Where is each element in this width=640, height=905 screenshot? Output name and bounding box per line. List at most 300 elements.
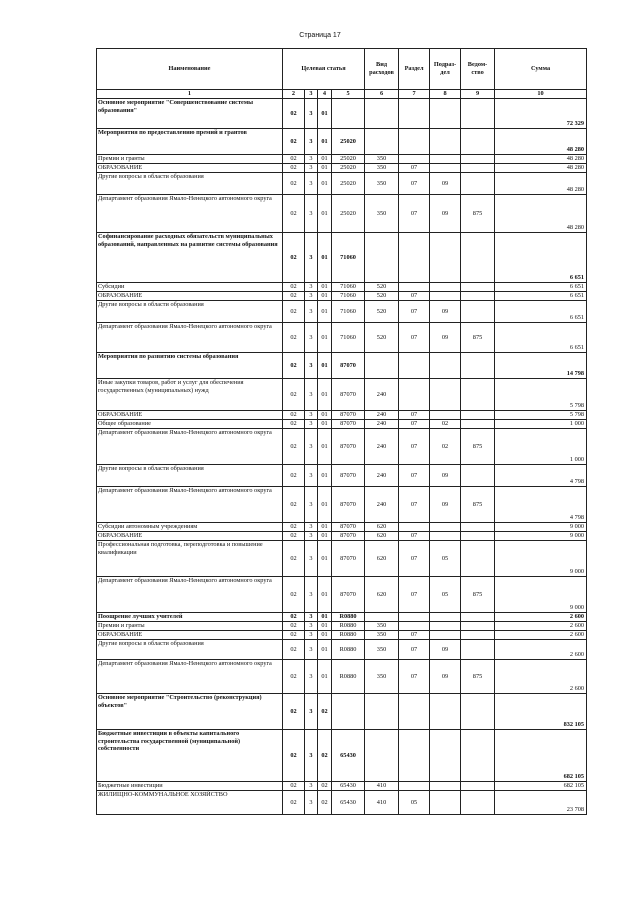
row-code-c3: 3	[305, 730, 318, 782]
row-code-c5	[332, 99, 365, 129]
page-number: Страница 17	[299, 32, 341, 39]
row-code-c9: 875	[461, 660, 495, 694]
row-code-c2: 02	[283, 577, 305, 613]
row-code-c6	[365, 353, 399, 379]
row-code-c7: 05	[399, 791, 430, 815]
row-code-c7	[399, 782, 430, 791]
row-code-c3: 3	[305, 694, 318, 730]
row-code-c2: 02	[283, 465, 305, 487]
row-code-c9	[461, 233, 495, 283]
row-code-c4: 01	[318, 283, 332, 292]
row-code-c4: 01	[318, 541, 332, 577]
row-code-c8	[430, 694, 461, 730]
row-code-c4: 01	[318, 353, 332, 379]
row-code-c9	[461, 523, 495, 532]
row-code-c8	[430, 532, 461, 541]
row-amount: 48 280	[495, 195, 587, 233]
column-number-row	[97, 90, 587, 99]
row-code-c6	[365, 99, 399, 129]
table-row	[97, 541, 587, 577]
row-code-c5: 71060	[332, 233, 365, 283]
row-code-c3: 3	[305, 155, 318, 164]
row-code-c4: 01	[318, 323, 332, 353]
row-code-c7: 07	[399, 487, 430, 523]
col-number: 9	[461, 90, 495, 99]
row-code-c4: 01	[318, 622, 332, 631]
row-code-c4: 01	[318, 631, 332, 640]
row-name: ОБРАЗОВАНИЕ	[97, 631, 283, 640]
row-code-c4: 01	[318, 301, 332, 323]
row-code-c2: 02	[283, 660, 305, 694]
row-code-c2: 02	[283, 694, 305, 730]
row-code-c8	[430, 411, 461, 420]
row-code-c6: 240	[365, 487, 399, 523]
row-code-c7: 07	[399, 411, 430, 420]
row-code-c6: 350	[365, 640, 399, 660]
row-code-c9	[461, 465, 495, 487]
table-row	[97, 420, 587, 429]
row-code-c3: 3	[305, 487, 318, 523]
row-code-c4: 01	[318, 155, 332, 164]
row-code-c5: 87070	[332, 353, 365, 379]
row-code-c8: 09	[430, 660, 461, 694]
row-code-c3: 3	[305, 195, 318, 233]
row-amount: 6 651	[495, 283, 587, 292]
row-code-c7: 07	[399, 195, 430, 233]
row-code-c3: 3	[305, 532, 318, 541]
header-amount: Сумма	[495, 49, 587, 90]
row-code-c9: 875	[461, 487, 495, 523]
row-code-c4: 01	[318, 532, 332, 541]
row-code-c5: 87070	[332, 487, 365, 523]
row-name: Профессиональная подготовка, переподготовка и повышение квалификации	[97, 541, 283, 577]
row-code-c6	[365, 233, 399, 283]
header-row	[97, 49, 587, 90]
row-code-c6: 240	[365, 465, 399, 487]
row-code-c8	[430, 631, 461, 640]
row-name: Основное мероприятие "Совершенствование системы образования"	[97, 99, 283, 129]
row-code-c9	[461, 292, 495, 301]
row-code-c2: 02	[283, 730, 305, 782]
row-amount: 2 600	[495, 631, 587, 640]
row-name: Департамент образования Ямало-Ненецкого автономного округа	[97, 577, 283, 613]
row-code-c4: 01	[318, 99, 332, 129]
row-code-c8	[430, 164, 461, 173]
row-code-c5: 25020	[332, 155, 365, 164]
row-name: Другие вопросы в области образования	[97, 301, 283, 323]
row-amount: 9 000	[495, 541, 587, 577]
row-code-c3: 3	[305, 353, 318, 379]
row-code-c7: 07	[399, 631, 430, 640]
row-name: Другие вопросы в области образования	[97, 465, 283, 487]
table-row	[97, 353, 587, 379]
row-code-c4: 01	[318, 660, 332, 694]
table-row	[97, 164, 587, 173]
row-code-c5: 87070	[332, 523, 365, 532]
row-code-c2: 02	[283, 233, 305, 283]
row-code-c5: 65430	[332, 730, 365, 782]
row-code-c3: 3	[305, 379, 318, 411]
row-amount: 4 798	[495, 487, 587, 523]
row-code-c4: 01	[318, 465, 332, 487]
row-amount: 5 798	[495, 411, 587, 420]
row-code-c8	[430, 782, 461, 791]
row-amount: 9 000	[495, 532, 587, 541]
table-row	[97, 640, 587, 660]
row-code-c3: 3	[305, 420, 318, 429]
row-name: Мероприятия по развитию системы образования	[97, 353, 283, 379]
table-row	[97, 129, 587, 155]
row-code-c5: 65430	[332, 782, 365, 791]
table-row	[97, 660, 587, 694]
row-code-c7: 07	[399, 301, 430, 323]
row-code-c2: 02	[283, 487, 305, 523]
row-code-c5: 71060	[332, 292, 365, 301]
row-code-c6: 240	[365, 379, 399, 411]
row-code-c8	[430, 613, 461, 622]
row-amount: 48 280	[495, 129, 587, 155]
table-row	[97, 173, 587, 195]
row-amount: 4 798	[495, 465, 587, 487]
row-amount: 682 105	[495, 782, 587, 791]
row-amount: 2 600	[495, 613, 587, 622]
row-code-c5: R0880	[332, 613, 365, 622]
row-code-c4: 01	[318, 379, 332, 411]
row-code-c7	[399, 283, 430, 292]
table-row	[97, 532, 587, 541]
row-code-c4: 02	[318, 782, 332, 791]
row-code-c2: 02	[283, 541, 305, 577]
row-code-c2: 02	[283, 155, 305, 164]
row-code-c5: 87070	[332, 411, 365, 420]
row-code-c9	[461, 173, 495, 195]
row-code-c6: 620	[365, 541, 399, 577]
row-code-c4: 01	[318, 640, 332, 660]
row-code-c3: 3	[305, 233, 318, 283]
table-row	[97, 613, 587, 622]
row-code-c9	[461, 631, 495, 640]
row-code-c2: 02	[283, 622, 305, 631]
row-code-c9	[461, 155, 495, 164]
row-name: Другие вопросы в области образования	[97, 173, 283, 195]
row-code-c3: 3	[305, 541, 318, 577]
row-name: Общее образование	[97, 420, 283, 429]
row-code-c7	[399, 730, 430, 782]
table-row	[97, 195, 587, 233]
row-code-c7: 07	[399, 420, 430, 429]
row-code-c3: 3	[305, 292, 318, 301]
row-code-c7: 07	[399, 532, 430, 541]
row-name: ЖИЛИЩНО-КОММУНАЛЬНОЕ ХОЗЯЙСТВО	[97, 791, 283, 815]
row-code-c7: 07	[399, 465, 430, 487]
row-name: Департамент образования Ямало-Ненецкого автономного округа	[97, 429, 283, 465]
row-code-c9	[461, 622, 495, 631]
row-amount: 6 651	[495, 292, 587, 301]
row-amount: 5 798	[495, 379, 587, 411]
row-code-c2: 02	[283, 429, 305, 465]
row-name: Субсидии	[97, 283, 283, 292]
header-target-article: Целевая статья	[283, 49, 365, 90]
row-amount: 23 708	[495, 791, 587, 815]
row-code-c9	[461, 379, 495, 411]
row-name: Департамент образования Ямало-Ненецкого автономного округа	[97, 195, 283, 233]
row-name: Иные закупки товаров, работ и услуг для обеспечения государственных (муниципальных) нужд	[97, 379, 283, 411]
row-code-c8: 09	[430, 173, 461, 195]
row-code-c8	[430, 523, 461, 532]
row-code-c9	[461, 420, 495, 429]
row-code-c4: 01	[318, 129, 332, 155]
row-code-c4: 01	[318, 233, 332, 283]
row-code-c7: 07	[399, 660, 430, 694]
row-code-c6: 520	[365, 323, 399, 353]
row-name: ОБРАЗОВАНИЕ	[97, 292, 283, 301]
row-code-c6: 410	[365, 782, 399, 791]
row-code-c4: 01	[318, 292, 332, 301]
col-number: 3	[305, 90, 318, 99]
row-code-c6	[365, 613, 399, 622]
row-name: ОБРАЗОВАНИЕ	[97, 532, 283, 541]
row-amount: 6 651	[495, 301, 587, 323]
row-code-c2: 02	[283, 129, 305, 155]
table-row	[97, 577, 587, 613]
row-code-c2: 02	[283, 353, 305, 379]
row-code-c2: 02	[283, 640, 305, 660]
row-amount: 2 600	[495, 640, 587, 660]
row-code-c3: 3	[305, 782, 318, 791]
row-code-c9	[461, 301, 495, 323]
row-code-c8: 09	[430, 301, 461, 323]
row-code-c6: 350	[365, 195, 399, 233]
row-code-c2: 02	[283, 631, 305, 640]
row-code-c3: 3	[305, 523, 318, 532]
row-code-c2: 02	[283, 292, 305, 301]
row-name: Субсидии автономным учреждениям	[97, 523, 283, 532]
row-code-c6: 620	[365, 532, 399, 541]
row-code-c6: 350	[365, 622, 399, 631]
row-code-c2: 02	[283, 532, 305, 541]
row-code-c7: 07	[399, 164, 430, 173]
row-code-c9: 875	[461, 429, 495, 465]
table-row	[97, 323, 587, 353]
col-number: 8	[430, 90, 461, 99]
row-code-c3: 3	[305, 631, 318, 640]
row-name: Департамент образования Ямало-Ненецкого автономного округа	[97, 323, 283, 353]
row-code-c9	[461, 730, 495, 782]
table-row	[97, 487, 587, 523]
table-row	[97, 99, 587, 129]
row-code-c9	[461, 541, 495, 577]
row-name: Софинансирование расходных обязательств муниципальных образований, направленных на развитие системы образования	[97, 233, 283, 283]
row-code-c4: 01	[318, 411, 332, 420]
row-code-c2: 02	[283, 195, 305, 233]
row-amount: 72 329	[495, 99, 587, 129]
row-amount: 1 000	[495, 420, 587, 429]
row-code-c2: 02	[283, 283, 305, 292]
header-name: Наименование	[97, 49, 283, 90]
table-row	[97, 791, 587, 815]
col-number: 4	[318, 90, 332, 99]
row-code-c3: 3	[305, 411, 318, 420]
row-code-c4: 02	[318, 730, 332, 782]
row-code-c2: 02	[283, 164, 305, 173]
row-code-c4: 01	[318, 195, 332, 233]
table-row	[97, 155, 587, 164]
row-code-c8	[430, 622, 461, 631]
row-amount: 6 651	[495, 323, 587, 353]
row-code-c7	[399, 613, 430, 622]
row-code-c8	[430, 379, 461, 411]
row-name: Другие вопросы в области образования	[97, 640, 283, 660]
table-row	[97, 622, 587, 631]
row-code-c7	[399, 129, 430, 155]
row-code-c7	[399, 155, 430, 164]
row-code-c8: 09	[430, 465, 461, 487]
row-amount: 2 600	[495, 622, 587, 631]
row-code-c6: 520	[365, 301, 399, 323]
row-code-c5: 25020	[332, 173, 365, 195]
row-code-c3: 3	[305, 323, 318, 353]
row-code-c5: R0880	[332, 660, 365, 694]
col-number: 1	[97, 90, 283, 99]
row-code-c8: 05	[430, 577, 461, 613]
row-code-c7	[399, 233, 430, 283]
row-code-c9	[461, 99, 495, 129]
row-code-c3: 3	[305, 283, 318, 292]
row-code-c8: 09	[430, 487, 461, 523]
row-code-c9: 875	[461, 323, 495, 353]
table-body	[97, 99, 587, 815]
row-code-c9	[461, 532, 495, 541]
row-code-c2: 02	[283, 173, 305, 195]
row-name: ОБРАЗОВАНИЕ	[97, 164, 283, 173]
row-code-c6	[365, 129, 399, 155]
row-code-c4: 01	[318, 577, 332, 613]
row-code-c2: 02	[283, 411, 305, 420]
row-amount: 48 280	[495, 155, 587, 164]
header-section: Раздел	[399, 49, 430, 90]
row-code-c6: 350	[365, 173, 399, 195]
row-code-c3: 3	[305, 429, 318, 465]
row-code-c5: 87070	[332, 465, 365, 487]
row-code-c5: 87070	[332, 429, 365, 465]
row-code-c7: 07	[399, 577, 430, 613]
row-code-c7	[399, 523, 430, 532]
table-row	[97, 465, 587, 487]
row-name: Премии и гранты	[97, 622, 283, 631]
row-code-c8	[430, 155, 461, 164]
row-code-c9	[461, 694, 495, 730]
row-code-c6: 350	[365, 660, 399, 694]
row-code-c3: 3	[305, 622, 318, 631]
table-row	[97, 694, 587, 730]
col-number: 5	[332, 90, 365, 99]
row-code-c5: 65430	[332, 791, 365, 815]
row-code-c3: 3	[305, 164, 318, 173]
table-row	[97, 429, 587, 465]
row-code-c2: 02	[283, 379, 305, 411]
row-code-c6: 520	[365, 292, 399, 301]
row-name: Департамент образования Ямало-Ненецкого автономного округа	[97, 660, 283, 694]
row-amount: 1 000	[495, 429, 587, 465]
table-row	[97, 233, 587, 283]
row-code-c8	[430, 791, 461, 815]
row-code-c4: 01	[318, 429, 332, 465]
row-code-c5: 87070	[332, 379, 365, 411]
row-code-c6	[365, 730, 399, 782]
row-code-c5: R0880	[332, 622, 365, 631]
row-code-c7	[399, 694, 430, 730]
row-code-c6: 350	[365, 631, 399, 640]
row-code-c2: 02	[283, 301, 305, 323]
row-amount: 9 000	[495, 523, 587, 532]
row-code-c4: 01	[318, 164, 332, 173]
row-code-c6: 240	[365, 429, 399, 465]
table-row	[97, 631, 587, 640]
row-code-c8: 05	[430, 541, 461, 577]
row-name: Департамент образования Ямало-Ненецкого автономного округа	[97, 487, 283, 523]
row-code-c9	[461, 613, 495, 622]
col-number: 6	[365, 90, 399, 99]
row-code-c7	[399, 379, 430, 411]
row-code-c5	[332, 694, 365, 730]
row-code-c5: 87070	[332, 420, 365, 429]
table-row	[97, 782, 587, 791]
row-code-c8: 02	[430, 420, 461, 429]
row-code-c5: 87070	[332, 532, 365, 541]
row-code-c9	[461, 353, 495, 379]
row-code-c8	[430, 99, 461, 129]
table-row	[97, 730, 587, 782]
row-amount: 2 600	[495, 660, 587, 694]
row-code-c6: 240	[365, 411, 399, 420]
row-code-c6: 350	[365, 155, 399, 164]
row-code-c2: 02	[283, 99, 305, 129]
row-code-c2: 02	[283, 613, 305, 622]
row-code-c6: 520	[365, 283, 399, 292]
row-code-c5: 25020	[332, 195, 365, 233]
row-code-c8	[430, 129, 461, 155]
row-code-c5: 87070	[332, 541, 365, 577]
row-code-c3: 3	[305, 129, 318, 155]
row-code-c5: 25020	[332, 164, 365, 173]
row-name: Бюджетные инвестиции	[97, 782, 283, 791]
row-code-c9: 875	[461, 577, 495, 613]
row-name: Мероприятия по предоставлению премий и грантов	[97, 129, 283, 155]
row-name: Основное мероприятие "Строительство (реконструкция) объектов"	[97, 694, 283, 730]
row-code-c7	[399, 622, 430, 631]
row-code-c6	[365, 694, 399, 730]
row-code-c3: 3	[305, 465, 318, 487]
col-number: 7	[399, 90, 430, 99]
row-code-c4: 01	[318, 613, 332, 622]
table-row	[97, 523, 587, 532]
row-code-c8	[430, 353, 461, 379]
table-row	[97, 283, 587, 292]
row-code-c6: 240	[365, 420, 399, 429]
row-amount: 6 651	[495, 233, 587, 283]
row-code-c9	[461, 640, 495, 660]
table-row	[97, 292, 587, 301]
row-code-c4: 01	[318, 173, 332, 195]
row-amount: 832 105	[495, 694, 587, 730]
row-name: Поощрение лучших учителей	[97, 613, 283, 622]
row-name: ОБРАЗОВАНИЕ	[97, 411, 283, 420]
col-number: 2	[283, 90, 305, 99]
row-code-c7: 07	[399, 292, 430, 301]
row-code-c6: 350	[365, 164, 399, 173]
table-row	[97, 411, 587, 420]
row-code-c3: 3	[305, 577, 318, 613]
